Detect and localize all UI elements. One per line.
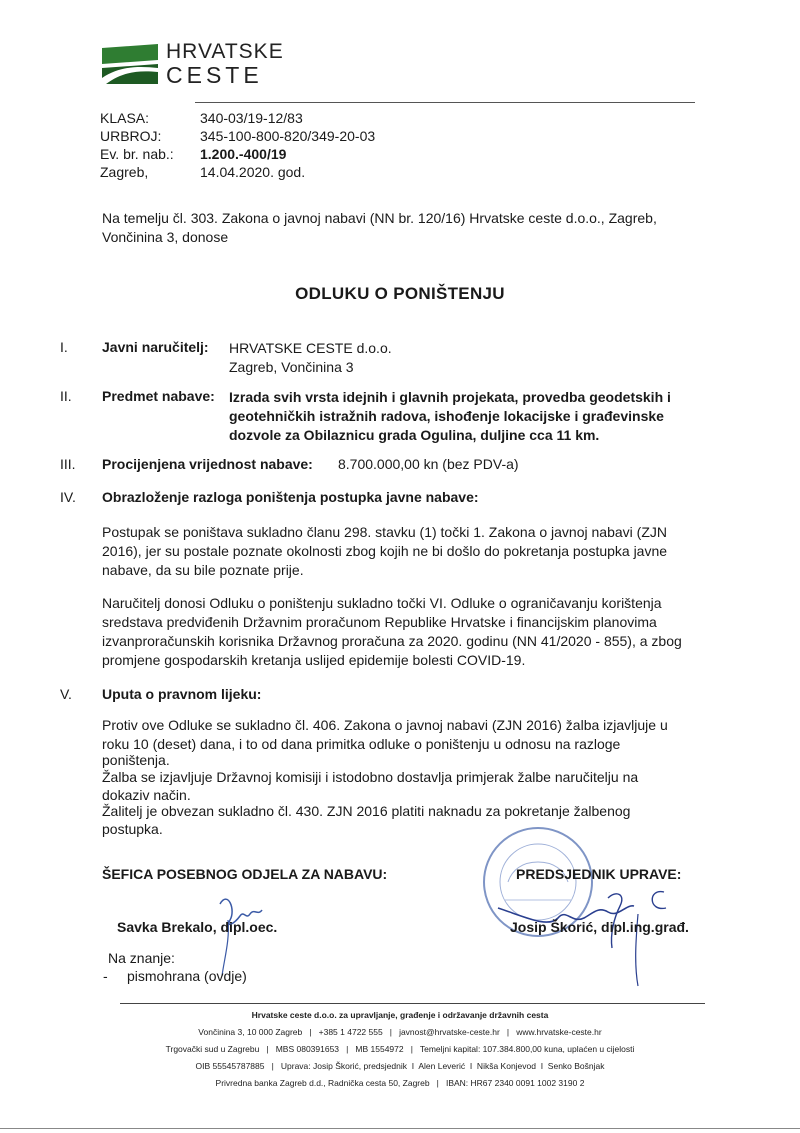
footer-company: Hrvatske ceste d.o.o. za upravljanje, građenje i održavanje državnih cesta [251, 1010, 549, 1020]
urbroj-value: 345-100-800-820/349-20-03 [200, 128, 376, 144]
subject-line-1: Izrada svih vrsta idejnih i glavnih projekata, provedba geodetskih i [229, 389, 671, 405]
remedy-p2-line-1: Žalba se izjavljuje Državnoj komisiji i istodobno dostavlja primjerak žalbe naručitelju na [102, 769, 639, 785]
remedy-p1-line-2: roku 10 (deset) dana, i to od dana primitka odluke o poništenju u odnosu na razloge [102, 736, 621, 752]
page-edge-rule [0, 1128, 800, 1129]
cc-dash: - [103, 968, 108, 984]
intro-line-2: Vončinina 3, donose [102, 229, 229, 245]
section-2-label: Predmet nabave: [102, 388, 215, 404]
place-label: Zagreb, [100, 164, 149, 180]
remedy-p1-line-1: Protiv ove Odluke se sukladno čl. 406. Zakona o javnoj nabavi (ZJN 2016) žalba izjavljuje u [102, 717, 668, 733]
subject-line-3: dozvole za Obilaznicu grada Ogulina, duljine cca 11 km. [229, 427, 600, 443]
section-2-number: II. [60, 388, 72, 404]
ev-br-nab-value: 1.200.-400/19 [200, 146, 287, 162]
reason-p1-line-3: nabave, da su bile poznate prije. [102, 562, 304, 578]
klasa-label: KLASA: [100, 110, 150, 126]
section-5-number: V. [60, 686, 72, 702]
section-3-number: III. [60, 456, 76, 472]
reason-p2-line-1: Naručitelj donosi Odluku o poništenju sukladno točki VI. Odluke o ograničavanju korištenja [102, 595, 662, 611]
remedy-p3-line-2: postupka. [102, 821, 163, 837]
footer-bank: Privredna banka Zagreb d.d., Radnička cesta 50, Zagreb | IBAN: HR67 2340 0091 1002 3190 2 [215, 1078, 585, 1088]
subject-line-2: geotehničkih istražnih radova, ishođenje lokacijske i građevinske [229, 408, 664, 424]
reason-p2-line-4: promjene gospodarskih kretanja uslijed epidemije bolesti COVID-19. [102, 652, 526, 668]
contracting-authority-name: HRVATSKE CESTE d.o.o. [229, 340, 392, 356]
logo-text-hrvatske: HRVATSKE [166, 40, 284, 63]
footer-registry: Trgovački sud u Zagrebu | MBS 080391653 | MB 1554972 | Temeljni kapital: 107.384.800,00 kuna, uplaćen u cijelosti [165, 1044, 635, 1054]
section-4-heading: Obrazloženje razloga poništenja postupka javne nabave: [102, 489, 479, 505]
section-1-label: Javni naručitelj: [102, 339, 209, 355]
urbroj-label: URBROJ: [100, 128, 162, 144]
date-value: 14.04.2020. god. [200, 164, 306, 180]
reason-p2-line-3: izvanproračunskih korisnika Državnog proračuna za 2020. godinu (NN 41/2020 - 855), a zbog [102, 633, 682, 649]
footer-board: OIB 55545787885 | Uprava: Josip Škorić, predsjednik I Alen Leverić I Nikša Konjevod I Senko Bošnjak [195, 1061, 605, 1071]
klasa-value: 340-03/19-12/83 [200, 110, 303, 126]
reason-p1-line-1: Postupak se poništava sukladno članu 298. stavku (1) točki 1. Zakona o javnoj nabavi (ZJN [102, 524, 667, 540]
remedy-p1-line-3: poništenja. [102, 752, 170, 768]
reason-p1-line-2: 2016), jer su postale poznate okolnosti zbog kojih ne bi došlo do pokretanja postupka javne [102, 543, 668, 559]
ev-br-nab-label: Ev. br. nab.: [100, 146, 174, 162]
cc-label: Na znanje: [108, 950, 175, 966]
section-3-label: Procijenjena vrijednost nabave: [102, 456, 313, 472]
reason-p2-line-2: sredstava predviđenih Državnim proračunom Republike Hrvatske i financijskim planovima [102, 614, 657, 630]
section-1-number: I. [60, 339, 68, 355]
estimated-value: 8.700.000,00 kn (bez PDV-a) [338, 456, 519, 472]
cc-item: pismohrana (ovdje) [127, 968, 247, 984]
right-signatory-name: Josip Škorić, dipl.ing.građ. [510, 919, 689, 935]
document-title: ODLUKU O PONIŠTENJU [295, 284, 505, 303]
footer-contact: Vončinina 3, 10 000 Zagreb | +385 1 4722 555 | javnost@hrvatske-ceste.hr | www.hrvatske-ceste.hr [198, 1027, 602, 1037]
section-4-number: IV. [60, 489, 76, 505]
hrvatske-ceste-logo-icon [98, 44, 160, 86]
remedy-p3-line-1: Žalitelj je obvezan sukladno čl. 430. ZJN 2016 platiti naknadu za pokretanje žalbenog [102, 803, 631, 819]
footer-rule [120, 1003, 705, 1004]
intro-line-1: Na temelju čl. 303. Zakona o javnoj nabavi (NN br. 120/16) Hrvatske ceste d.o.o., Zagreb, [102, 210, 657, 226]
left-signatory-name: Savka Brekalo, dipl.oec. [117, 919, 278, 935]
header-rule [195, 102, 695, 103]
right-signatory-title: PREDSJEDNIK UPRAVE: [516, 866, 682, 882]
left-signatory-title: ŠEFICA POSEBNOG ODJELA ZA NABAVU: [102, 866, 388, 882]
remedy-p2-line-2: dokaziv način. [102, 787, 191, 803]
logo-text-ceste: CESTE [166, 62, 263, 88]
contracting-authority-address: Zagreb, Vončinina 3 [229, 359, 354, 375]
section-5-heading: Uputa o pravnom lijeku: [102, 686, 262, 702]
